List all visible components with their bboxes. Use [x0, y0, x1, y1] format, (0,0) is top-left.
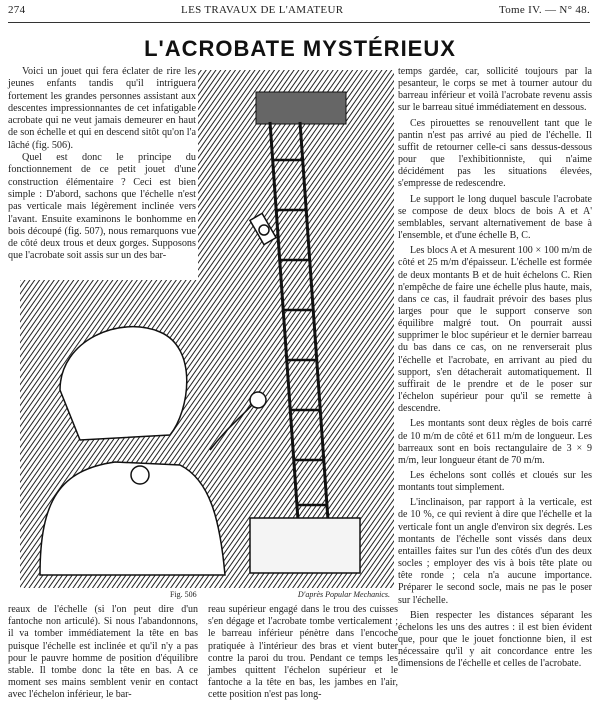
paragraph: Bien respecter les distances séparant les échelons les uns des autres : il est bien évident que, pour que le jouet fonctionne bien, il est nécessaire qu'il y ait concordance entre les dimensions de l'échelle et celles de l'acrobate. [398, 609, 592, 670]
paragraph: reaux de l'échelle (si l'on peut dire d'un fantoche non articulé). Si nous l'abandonnons, il va tomber immédiatement la tête en bas puisque l'échelle est inclinée et qu'il n'y a pas pour le pauvre homme de position d'équilibre stable. Il tombe donc la tête en bas. A ce moment ses mains semblent venir en contact avec l'échelon inférieur, le bar- [8, 604, 198, 701]
bottom-columns [8, 604, 398, 702]
running-header [8, 4, 590, 23]
figure-credit: D'après Popular Mechanics. [297, 590, 390, 599]
paragraph: Les blocs A et A mesurent 100 × 100 m/m de côté et 25 m/m d'épaisseur. L'échelle est formée de deux montants B et de huit échelons C. Rien n'empêche de faire une échelle plus haute, mais, dans ce cas, il faudrait prévoir des bases plus larges pour que le support conserve son équilibre malgré tout. On pourrait aussi supprimer le bloc supérieur et le dernier barreau du bas dans ce cas, on ne renverserait plus l'échelle et l'acrobate, en arrivant au pied du support, s'en détacherait automatiquement. Il suffirait de le prendre et de le poser sur l'échelon supérieur pour qu'il se remette à descendre. [398, 245, 592, 415]
figure-label: Fig. 506 [170, 590, 197, 599]
journal-title: LES TRAVAUX DE L'AMATEUR [181, 4, 344, 16]
issue-number: Tome IV. — N° 48. [498, 4, 590, 16]
right-column [398, 66, 592, 674]
paragraph: Voici un jouet qui fera éclater de rire les jeunes enfants tandis qu'il intriguera fortement les grandes personnes assistant aux descentes impressionnantes de cet infatigable acrobate qui ne veut jamais demeurer en haut de son échelle et qui en descend sitôt qu'on l'a lâché (fig. 506). [8, 66, 196, 151]
paragraph: temps gardée, car, sollicité toujours par la pesanteur, le corps se met à tourner autour du barreau inférieur et voilà l'acrobate revenu assis sur le barreau situé immédiatement en dessous. [398, 66, 592, 114]
base-block [250, 518, 360, 573]
paragraph: reau supérieur engagé dans le trou des cuisses s'en dégage et l'acrobate tombe verticalement ; le barreau inférieur pénètre dans l'encoche pratiquée à l'intérieur des bras et vient buter contre la paroi du trou. Pendant ce temps les jambes quittent l'échelon supérieur et le fantoche a la tête en bas, les jambes en l'air, cette position n'est pas long- [208, 604, 398, 701]
article-title: L'ACROBATE MYSTÉRIEUX [144, 36, 456, 61]
page-number: 274 [8, 4, 26, 16]
paragraph: Le support le long duquel bascule l'acrobate se compose de deux blocs de bois A et A' semblables, servant alternativement de base à l'ensemble, et d'une échelle B, C. [398, 193, 592, 242]
paragraph: Les échelons sont collés et cloués sur les montants tout simplement. [398, 470, 592, 494]
acrobat-illustration [20, 70, 394, 588]
paragraph: Ces pirouettes se renouvellent tant que le pantin n'est pas arrivé au pied de l'échelle. Il suffit de retourner celle-ci sans dessus-dessous pour que l'exhibitionniste, qui n'aime décidément pas les situations élevées, s'empresse de redescendre. [398, 117, 592, 190]
paragraph: Quel est donc le principe du fonctionnement de ce petit jouet d'une construction élémentaire ? Ceci est bien simple : D'abord, sachons que l'échelle n'est pas verticale mais légèrement inclinée vers l'avant. Ensuite examinons le bonhomme en bois découpé (fig. 507), nous remarquons vue de côté deux trous et deux gorges. Supposons que l'acrobate soit assis sur un des bar- [8, 152, 196, 262]
paragraph: Les montants sont deux règles de bois carré de 10 m/m de côté et 611 m/m de longueur. Les barreaux sont en bois rectangulaire de 3 × 9 m/m, leur longueur étant de 70 m/m. [398, 418, 592, 466]
top-block [256, 92, 346, 124]
paragraph: L'inclinaison, par rapport à la verticale, est de 10 %, ce qui revient à dire que l'échelle et la verticale font un angle d'environ six degrés. Les montants de l'échelle sont vissés dans deux entailles faites sur l'un des côtés d'un des deux socles ; employer des vis à bois tête plate ou tête ronde ; cela n'a aucune importance. Préparer le second socle, mais ne pas le poser sur l'échelle. [398, 497, 592, 606]
